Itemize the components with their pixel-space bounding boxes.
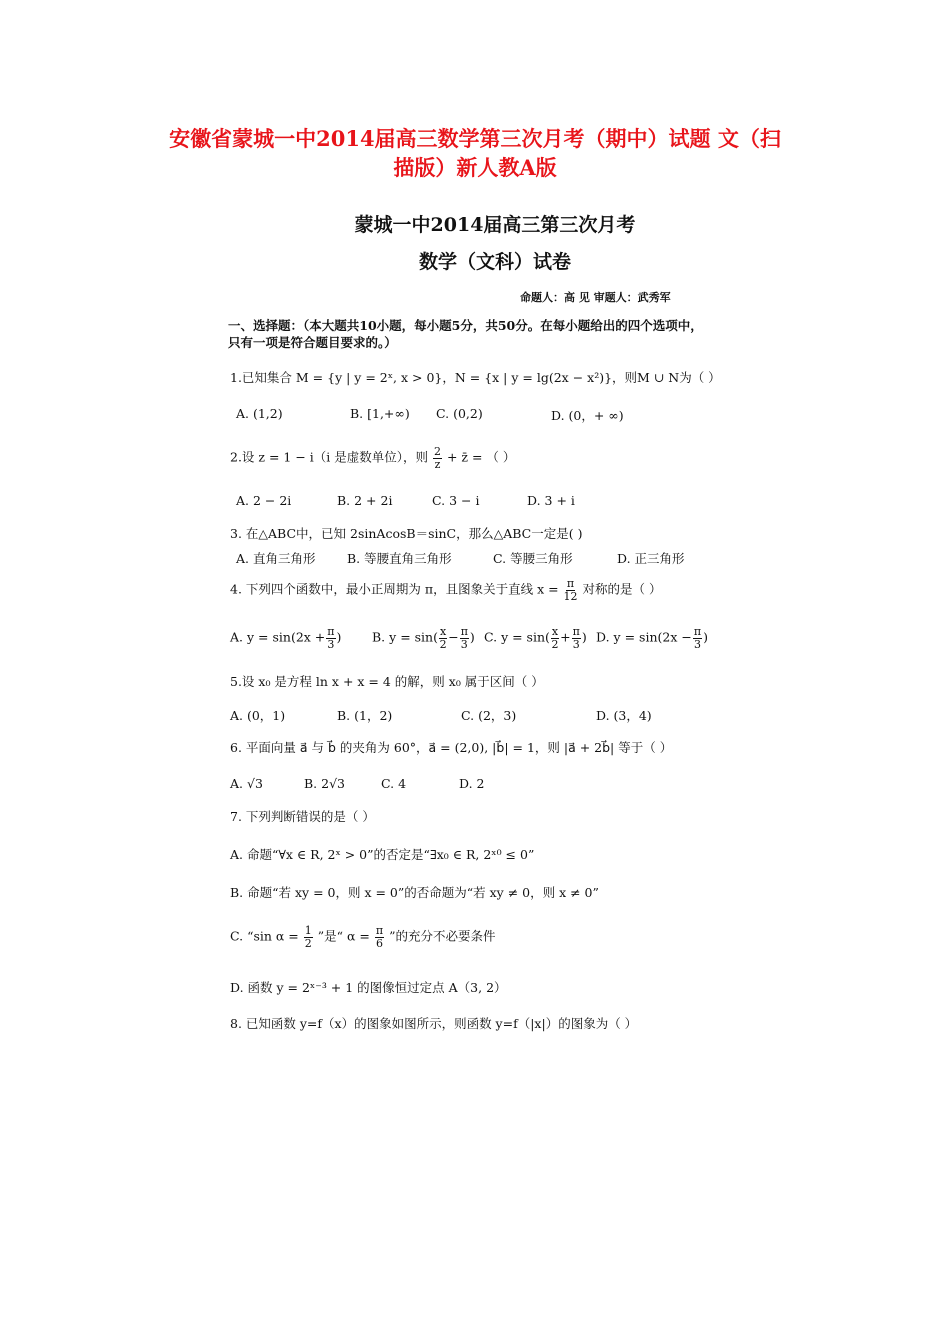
question-4-option-d [596, 626, 708, 650]
question-5-option-b: B. (1，2) [337, 708, 393, 723]
option-fraction [375, 925, 384, 949]
question-4-fraction-den: 12 [563, 589, 578, 603]
fraction-den: 3 [327, 637, 335, 651]
question-2-stem-pre: 2.设 z = 1 − i（i 是虚数单位），则 [230, 449, 428, 465]
option-expr: y = sin( [389, 629, 438, 645]
option-expr: y = sin(2x + [247, 629, 326, 645]
question-4-option-b [372, 626, 475, 650]
section-instructions-line1: 一、选择题：（本大题共10小题，每小题5分，共50分。在每小题给出的四个选项中， [228, 318, 703, 333]
question-7-option-a: A. 命题“∀x ∈ R, 2ˣ > 0”的否定是“∃x₀ ∈ R, 2ˣ⁰ ≤ 0” [230, 847, 535, 862]
exam-authors: 命题人：高 见 审题人：武秀军 [520, 291, 671, 304]
question-1-option-d: D. (0，+ ∞) [551, 408, 624, 423]
question-1-option-b: B. [1,+∞) [350, 406, 410, 421]
question-6-option-d: D. 2 [459, 776, 485, 791]
exam-subheading: 数学（文科）试卷 [418, 251, 571, 273]
fraction-den: 3 [693, 637, 701, 651]
question-2-stem-post: + z̄ = （ ） [446, 449, 516, 465]
question-5-option-a: A. (0，1) [230, 708, 286, 723]
fraction-num: π [572, 625, 580, 638]
fraction-num: π [460, 625, 468, 638]
fraction-num: 1 [304, 924, 312, 937]
question-4-option-c [484, 626, 587, 650]
fraction-den: 2 [304, 936, 312, 950]
fraction-num: π [327, 625, 335, 638]
question-3-option-d: D. 正三角形 [617, 551, 685, 566]
question-7-option-d: D. 函数 y = 2ˣ⁻³ + 1 的图像恒过定点 A（3, 2） [230, 980, 507, 995]
option-label: B. [372, 629, 386, 645]
question-3-option-b: B. 等腰直角三角形 [347, 551, 452, 566]
question-1-option-a: A. (1,2) [236, 406, 283, 421]
question-6-option-c: C. 4 [381, 776, 407, 791]
question-4-fraction-num: π [566, 577, 575, 590]
question-4-option-a [230, 626, 341, 650]
option-fraction [304, 925, 313, 949]
option-expr: y = sin(2x − [613, 629, 692, 645]
question-4-stem-post: 对称的是（ ） [582, 581, 662, 597]
fraction-den: 3 [460, 637, 468, 651]
question-2-fraction-den: z [434, 457, 441, 471]
option-text: C. “sin α = [230, 928, 299, 944]
question-7-option-b: B. 命题“若 xy = 0，则 x = 0”的否命题为“若 xy ≠ 0，则 x ≠ 0” [230, 885, 599, 900]
option-expr: y = sin( [501, 629, 550, 645]
question-2-option-c: C. 3 − i [432, 493, 480, 508]
option-fraction [460, 626, 469, 650]
option-fraction [326, 626, 335, 650]
option-fraction [439, 626, 447, 650]
document-title-line2: 描版）新人教A版 [393, 155, 557, 180]
question-2-fraction [433, 446, 442, 470]
document-title-line1: 安徽省蒙城一中2014届高三数学第三次月考（期中）试题 文（扫 [169, 126, 781, 151]
option-label: C. [484, 629, 498, 645]
question-2-option-d: D. 3 + i [527, 493, 575, 508]
question-5-stem: 5.设 x₀ 是方程 ln x + x = 4 的解，则 x₀ 属于区间（ ） [230, 674, 544, 689]
fraction-num: x [439, 625, 447, 638]
fraction-den: 2 [551, 637, 559, 651]
question-3-option-a: A. 直角三角形 [236, 551, 316, 566]
question-5-option-c: C. (2，3) [461, 708, 517, 723]
exam-heading: 蒙城一中2014届高三第三次月考 [354, 214, 636, 236]
option-label: D. [596, 629, 610, 645]
option-text: ”是“ α = [317, 928, 370, 944]
question-4-fraction [564, 578, 578, 602]
question-6-stem: 6. 平面向量 a⃗ 与 b⃗ 的夹角为 60°，a⃗ = (2,0), |b⃗| = 1，则 |a⃗ + 2b⃗| 等于（ ） [230, 740, 673, 755]
question-2-fraction-num: 2 [433, 445, 441, 458]
section-instructions-line2: 只有一项是符合题目要求的。） [228, 335, 397, 350]
section-instructions [228, 317, 738, 351]
question-2-option-a: A. 2 − 2i [236, 493, 292, 508]
option-fraction [551, 626, 559, 650]
question-1-stem: 1.已知集合 M = {y | y = 2ˣ, x > 0}，N = {x | y = lg(2x − x²)}，则M ∪ N为（ ） [230, 370, 721, 385]
option-expr-end: ) [336, 629, 342, 645]
fraction-den: 2 [439, 637, 447, 651]
option-label: A. [230, 629, 244, 645]
option-expr-end: ) [581, 629, 587, 645]
fraction-num: π [693, 625, 702, 638]
question-4-stem-pre: 4. 下列四个函数中，最小正周期为 π，且图象关于直线 x = [230, 581, 559, 597]
question-3-option-c: C. 等腰三角形 [493, 551, 573, 566]
option-operator: + [560, 629, 571, 645]
option-fraction [693, 626, 702, 650]
fraction-num: π [375, 924, 384, 937]
question-2-option-b: B. 2 + 2i [337, 493, 393, 508]
option-text: ”的充分不必要条件 [389, 928, 496, 944]
question-2-stem [230, 446, 515, 470]
option-operator: − [448, 629, 459, 645]
fraction-den: 6 [376, 936, 383, 950]
fraction-num: x [551, 625, 559, 638]
fraction-den: 3 [572, 637, 580, 651]
option-expr-end: ) [703, 629, 708, 645]
question-6-option-a: A. √3 [230, 776, 263, 791]
question-4-stem [230, 578, 662, 602]
question-7-option-c [230, 925, 496, 949]
question-1-option-c: C. (0,2) [436, 406, 483, 421]
question-6-option-b: B. 2√3 [304, 776, 346, 791]
option-expr-end: ) [469, 629, 475, 645]
question-7-stem: 7. 下列判断错误的是（ ） [230, 809, 375, 824]
option-fraction [572, 626, 581, 650]
question-5-option-d: D. (3，4) [596, 708, 652, 723]
question-3-stem: 3. 在△ABC中，已知 2sinAcosB＝sinC，那么△ABC一定是( ) [230, 526, 583, 541]
question-8-stem: 8. 已知函数 y=f（x）的图象如图所示，则函数 y=f（|x|）的图象为（ ） [230, 1016, 638, 1031]
